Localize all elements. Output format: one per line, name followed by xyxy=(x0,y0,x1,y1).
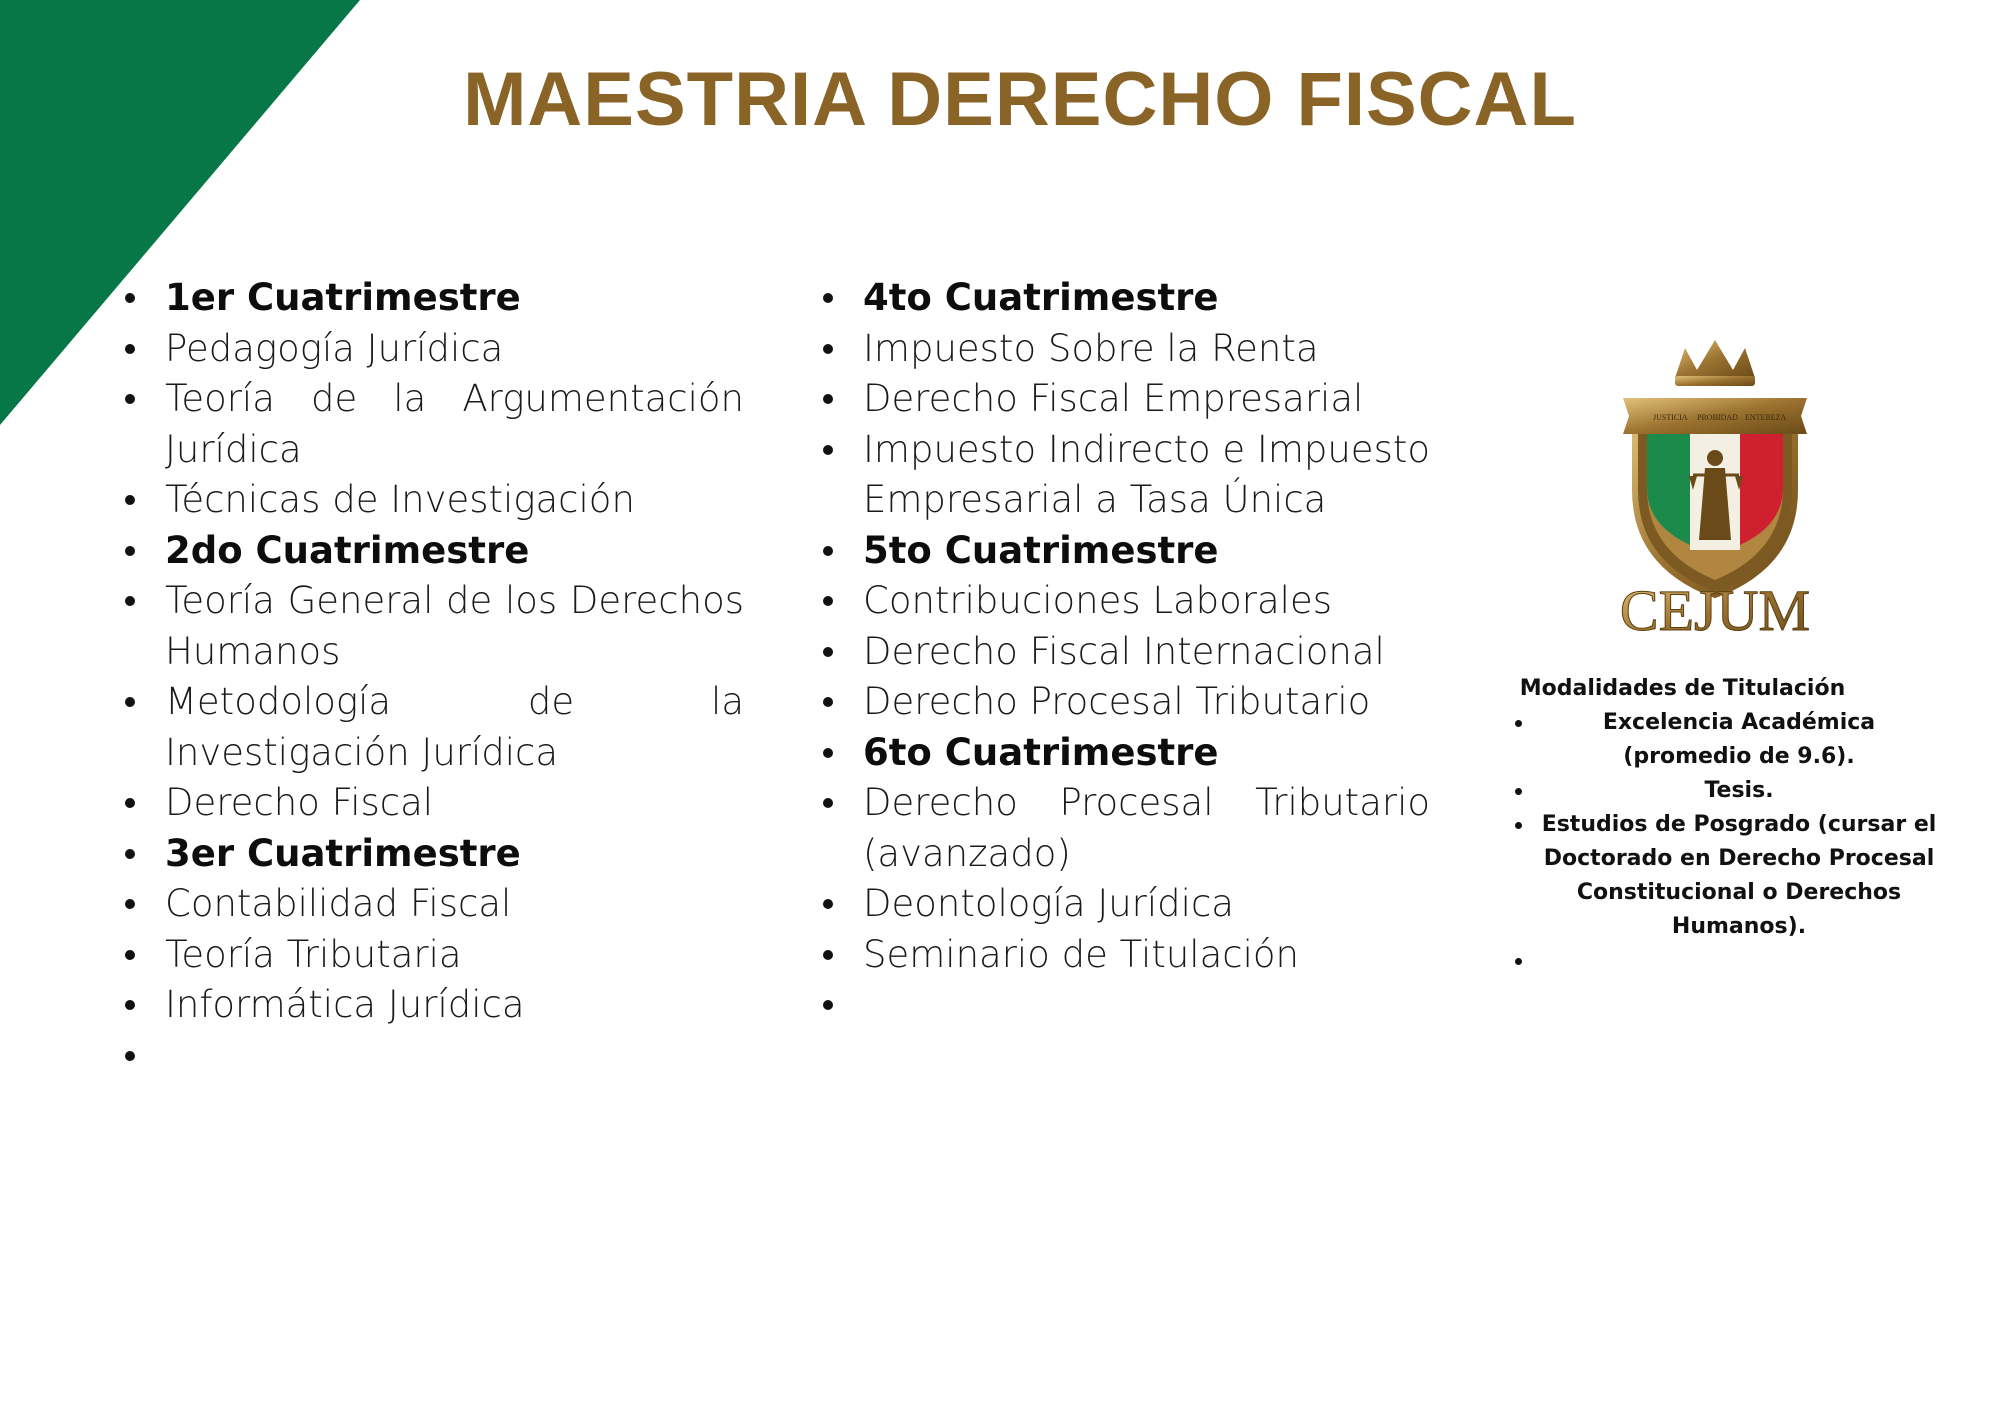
empty-list-item xyxy=(1500,944,1940,978)
crown-icon xyxy=(1675,340,1755,386)
course-item: Impuesto Sobre la Renta xyxy=(825,324,1430,375)
empty-list-item xyxy=(127,1031,744,1082)
titulacion-line: Tesis. xyxy=(1704,778,1774,803)
curriculum-column-middle xyxy=(825,273,1430,1031)
titulacion-line: (promedio de 9.6). xyxy=(1623,744,1855,769)
curriculum-column-left xyxy=(127,273,744,1081)
titulacion-line: Doctorado en Derecho Procesal xyxy=(1543,846,1935,871)
titulacion-line: Constitucional o Derechos xyxy=(1576,880,1902,905)
titulacion-line: Excelencia Académica xyxy=(1602,710,1876,735)
empty-list-item xyxy=(825,980,1430,1031)
logo-wordmark: CEJUM xyxy=(1619,578,1811,640)
semester-heading: 2do Cuatrimestre xyxy=(127,526,744,577)
banner-mid-text: PROBIDAD xyxy=(1697,413,1738,422)
semester-heading: 4to Cuatrimestre xyxy=(825,273,1430,324)
course-item: Derecho Fiscal xyxy=(127,778,744,829)
titulacion-list xyxy=(1500,706,1940,978)
course-item: Teoría Tributaria xyxy=(127,930,744,981)
semester-heading: 1er Cuatrimestre xyxy=(127,273,744,324)
cejum-logo xyxy=(1605,340,1825,640)
course-item: Técnicas de Investigación xyxy=(127,475,744,526)
titulacion-line: Humanos). xyxy=(1671,914,1807,939)
course-item: Deontología Jurídica xyxy=(825,879,1430,930)
semester-heading: 3er Cuatrimestre xyxy=(127,829,744,880)
titulacion-item xyxy=(1500,808,1940,944)
motto-banner xyxy=(1623,398,1807,434)
titulacion-title: Modalidades de Titulación xyxy=(1519,676,1846,701)
course-item: Contribuciones Laborales xyxy=(825,576,1430,627)
semester-heading: 6to Cuatrimestre xyxy=(825,728,1430,779)
titulacion-line: Estudios de Posgrado (cursar el xyxy=(1541,812,1937,837)
course-item: Derecho Fiscal Empresarial xyxy=(825,374,1430,425)
course-item: Derecho Procesal Tributario (avanzado) xyxy=(825,778,1430,879)
banner-right-text: ENTEREZA xyxy=(1745,413,1787,422)
course-item: Metodología de la Investigación Jurídica xyxy=(127,677,744,778)
course-item: Teoría General de los Derechos Humanos xyxy=(127,576,744,677)
titulacion-section xyxy=(1500,672,1940,978)
course-item: Contabilidad Fiscal xyxy=(127,879,744,930)
course-item: Teoría de la Argumentación Jurídica xyxy=(127,374,744,475)
course-item: Impuesto Indirecto e Impuesto Empresarial a Tasa Única xyxy=(825,425,1430,526)
titulacion-item xyxy=(1500,774,1940,808)
course-item: Derecho Fiscal Internacional xyxy=(825,627,1430,678)
course-item: Derecho Procesal Tributario xyxy=(825,677,1430,728)
course-item: Pedagogía Jurídica xyxy=(127,324,744,375)
titulacion-item xyxy=(1500,706,1940,774)
banner-left-text: JUSTICIA xyxy=(1653,413,1688,422)
page-title: MAESTRIA DERECHO FISCAL xyxy=(463,57,1577,142)
course-item: Informática Jurídica xyxy=(127,980,744,1031)
semester-heading: 5to Cuatrimestre xyxy=(825,526,1430,577)
course-item: Seminario de Titulación xyxy=(825,930,1430,981)
